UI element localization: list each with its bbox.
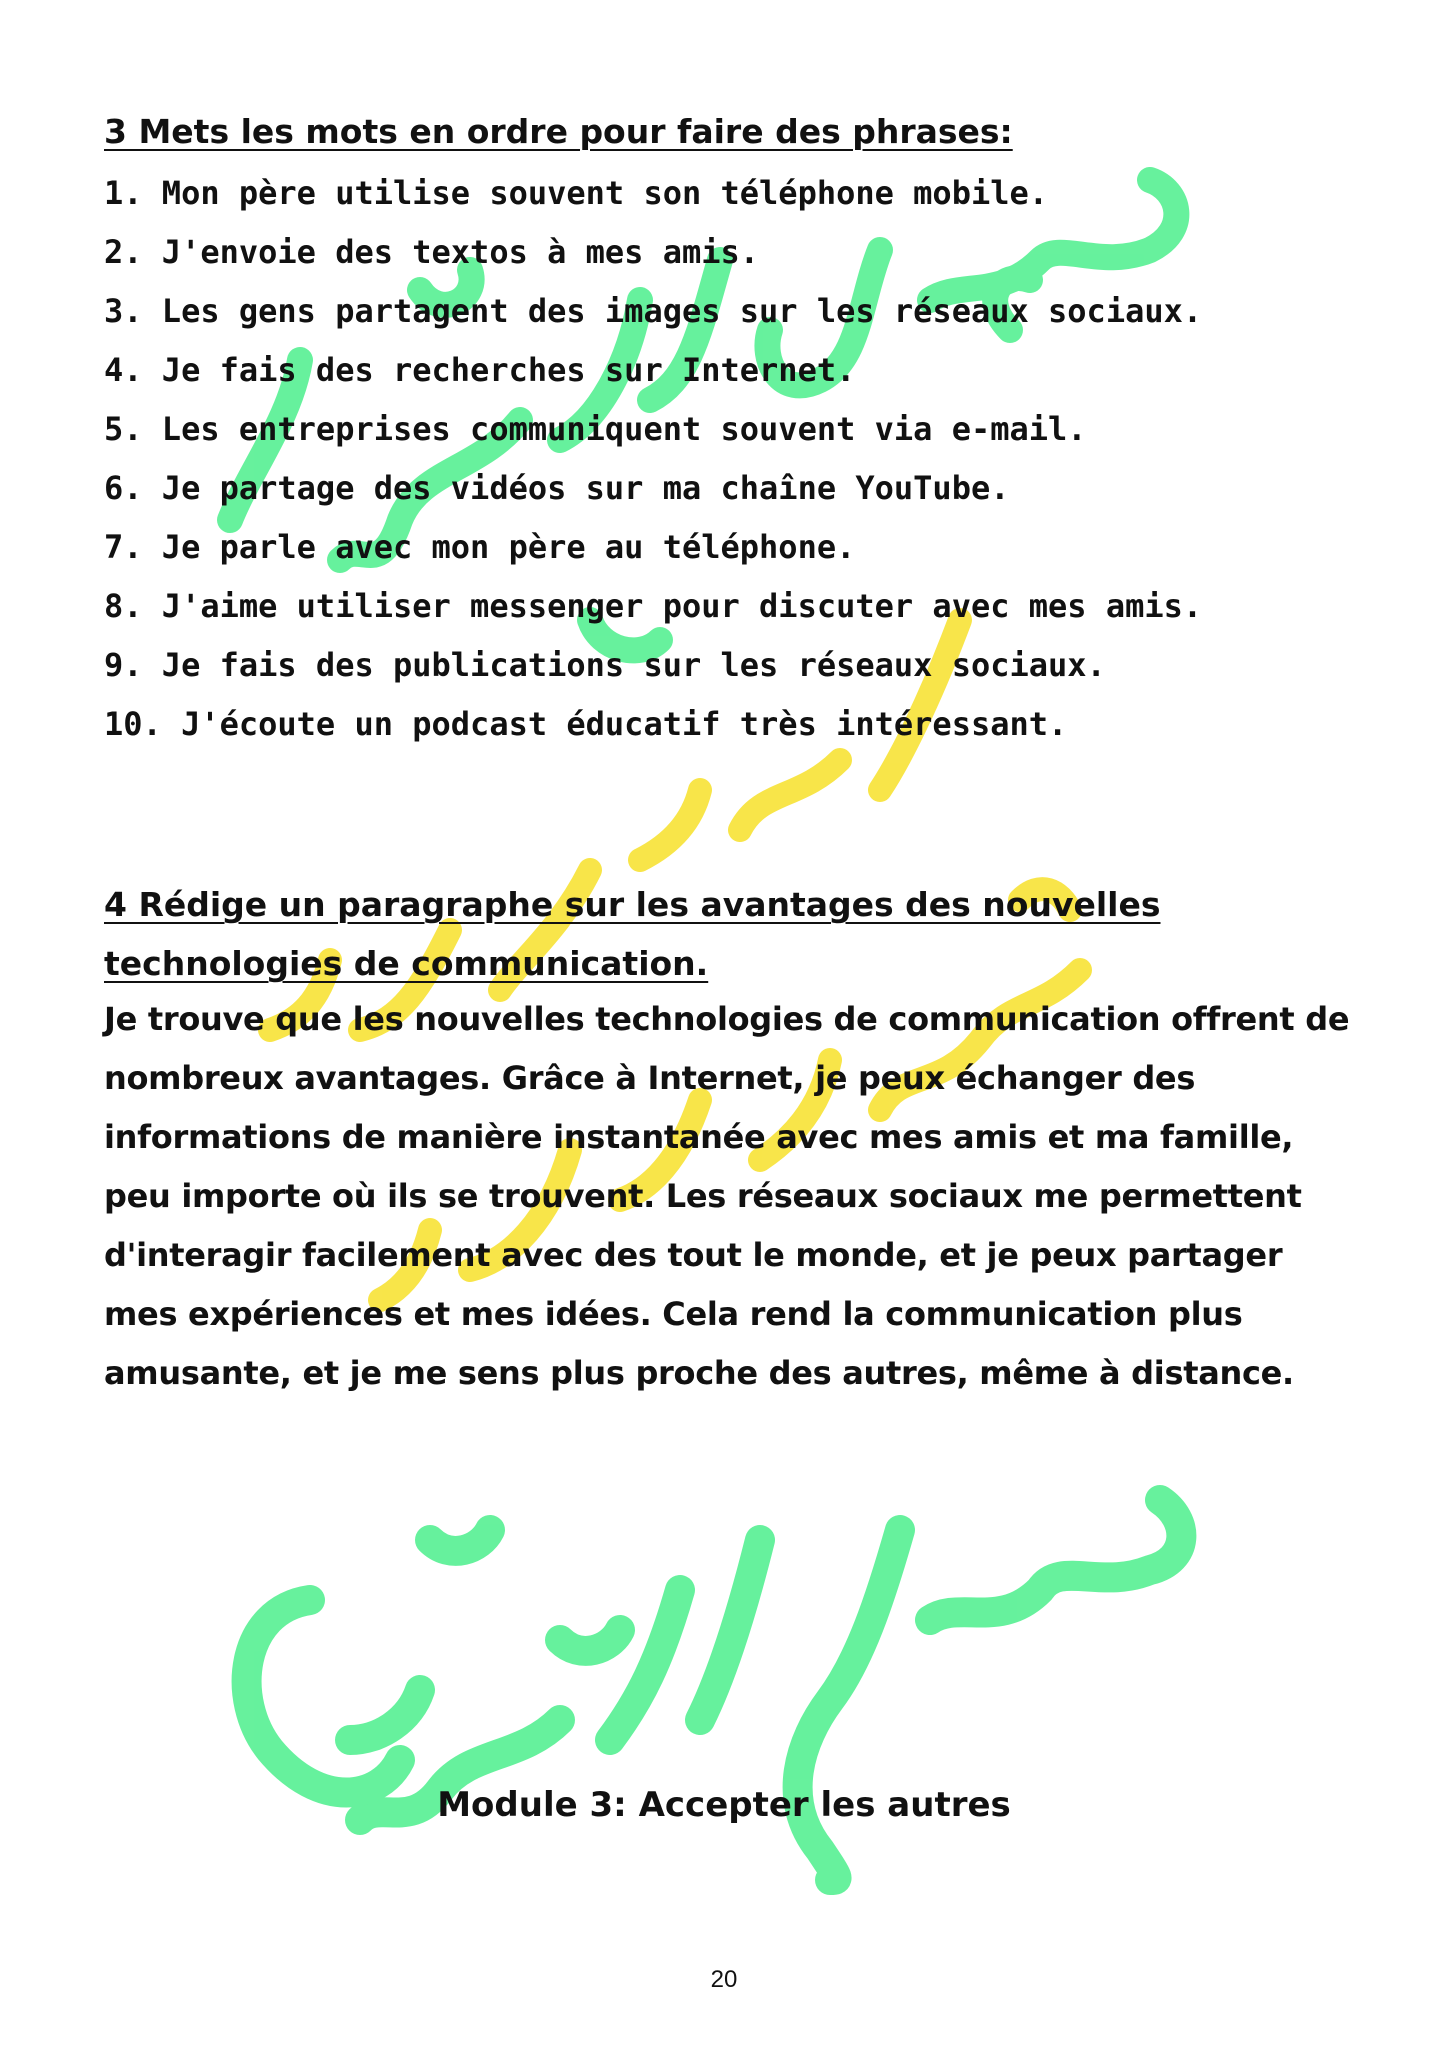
- exercise4-paragraph: Je trouve que les nouvelles technologies de communication offrent de nombreux avantages. Grâce à Internet, je peux échanger des informations de manière instantanée avec mes amis et ma famille, peu importe où ils se trouvent. Les réseaux sociaux me permettent d'interagir facilement avec des tout le monde, et je peux partager mes expériences et mes idées. Cela rend la communication plus amusante, et je me sens plus proche des autres, même à distance.: [104, 1000, 1350, 1392]
- exercise4-heading-block: [104, 875, 1354, 993]
- exercise4-heading: 4 Rédige un paragraphe sur les avantages des nouvelles technologies de communication.: [104, 885, 1161, 983]
- sentence-item: 3. Les gens partagent des images sur les réseaux sociaux.: [104, 292, 1203, 330]
- sentence-item: 4. Je fais des recherches sur Internet.: [104, 351, 856, 389]
- sentence-item: 5. Les entreprises communiquent souvent via e-mail.: [104, 410, 1087, 448]
- exercise3-heading: 3 Mets les mots en ordre pour faire des phrases:: [104, 112, 1013, 151]
- page-number: 20: [710, 1966, 738, 1993]
- exercise3-sentence-list: [104, 172, 1202, 762]
- sentence-item: 7. Je parle avec mon père au téléphone.: [104, 528, 856, 566]
- sentence-item: 2. J'envoie des textos à mes amis.: [104, 233, 760, 271]
- module-title: Module 3: Accepter les autres: [437, 1785, 1011, 1825]
- sentence-item: 10. J'écoute un podcast éducatif très intéressant.: [104, 705, 1068, 743]
- sentence-item: 9. Je fais des publications sur les réseaux sociaux.: [104, 646, 1106, 684]
- sentence-item: 6. Je partage des vidéos sur ma chaîne YouTube.: [104, 469, 1010, 507]
- sentence-item: 1. Mon père utilise souvent son téléphone mobile.: [104, 174, 1049, 212]
- sentence-item: 8. J'aime utiliser messenger pour discuter avec mes amis.: [104, 587, 1203, 625]
